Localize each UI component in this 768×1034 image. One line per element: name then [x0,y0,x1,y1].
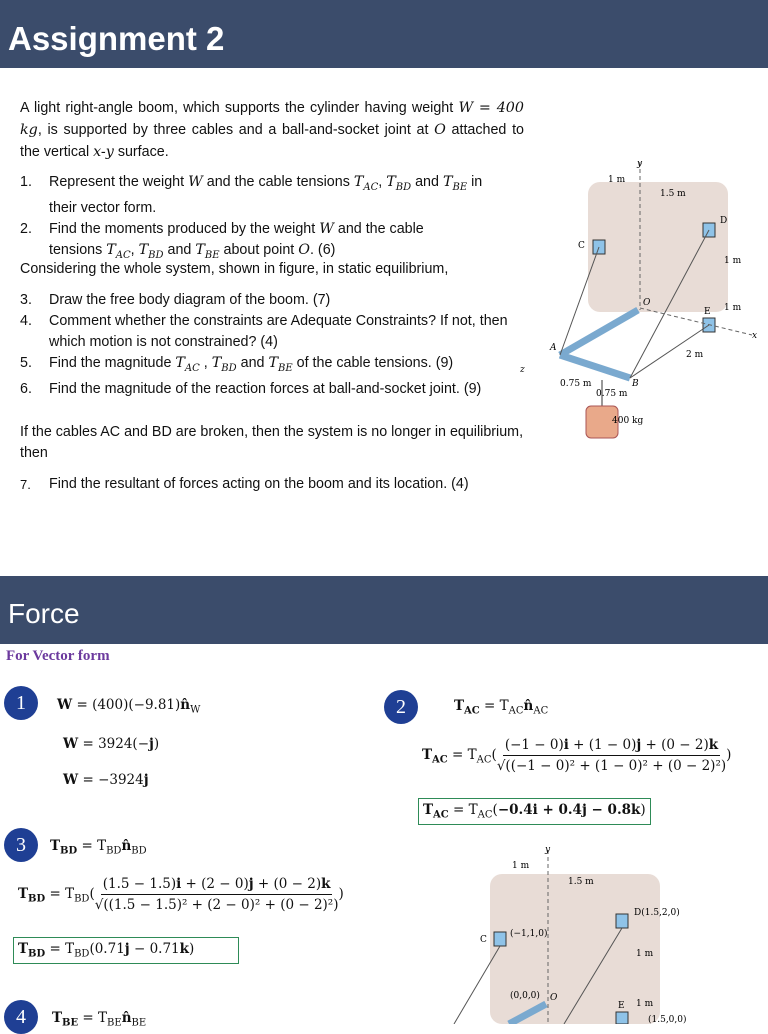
equation: W = −3924j [63,772,149,788]
step-badge: 1 [4,686,38,720]
section-subtitle: For Vector form [6,648,110,664]
svg-text:E: E [618,1001,625,1011]
svg-text:D: D [720,216,728,226]
slide-header [0,576,768,644]
svg-text:y: y [637,159,643,169]
boom-figure [520,150,765,445]
step-badge: 2 [384,690,418,724]
svg-text:0.75 m: 0.75 m [560,379,592,389]
svg-text:x: x [752,331,758,341]
question-list-b [20,290,525,400]
problem-statement: A light right-angle boom, which supports the cylinder having weight W = 400 kg, is supported by three cables and a ball-and-socket joint at O attached to the vertical x-y surface. [20,100,524,160]
svg-text:y: y [545,845,551,855]
question-item: 3. Draw the free body diagram of the boom. (7) [20,292,331,308]
svg-text:1 m: 1 m [724,303,742,313]
svg-text:1 m: 1 m [636,999,654,1009]
svg-text:1 m: 1 m [636,949,654,959]
svg-text:C: C [578,241,585,251]
question-item: 2. Find the moments produced by the weight W and the cable tensions $T_{AC}$, $T_{BD}$ and $T_{BE}$ about point O. (6) [20,220,424,261]
question-list-a [20,172,525,266]
svg-text:D(1.5,2,0): D(1.5,2,0) [634,908,680,918]
slide-header [0,0,768,68]
svg-text:z: z [520,365,525,375]
svg-text:O: O [643,298,651,308]
svg-text:(1.5,0,0): (1.5,0,0) [648,1015,687,1024]
question-item: 5. Find the magnitude $T_{AC}$ , $T_{BD}$ and $T_{BE}$ of the cable tensions. (9) [20,355,454,374]
equation: $T_{AC}$ = $T_{AC}n̂_{AC}$ [454,698,549,717]
question-item: 4. Comment whether the constraints are Adequate Constraints? If not, then which motion is not constrained? (4) [20,313,508,350]
svg-text:(−1,1,0): (−1,1,0) [510,929,548,939]
svg-text:400 kg: 400 kg [612,416,644,426]
svg-text:2 m: 2 m [686,350,704,360]
svg-text:(0,0,0): (0,0,0) [510,991,540,1001]
question-item: 1. Represent the weight W and the cable tensions $T_{AC}$, $T_{BD}$ and $T_{BE}$ in their vector form. [20,174,483,216]
equation: $T_{BD}$ = $T_{BD}n̂_{BD}$ [50,838,147,857]
svg-text:O: O [550,993,558,1003]
svg-text:A: A [550,343,557,353]
svg-text:B: B [632,379,639,389]
svg-text:E: E [704,307,711,317]
slide-title: Assignment 2 [8,20,225,57]
svg-text:C: C [480,935,487,945]
question-list-c [20,474,525,495]
svg-text:1 m: 1 m [608,175,626,185]
svg-text:1 m: 1 m [512,861,530,871]
equation: W = 3924(−j) [63,736,160,752]
svg-text:1.5 m: 1.5 m [660,189,686,199]
coordinate-figure [414,836,704,1024]
consider-note: Considering the whole system, shown in figure, in static equilibrium, [20,261,449,277]
svg-text:0.75 m: 0.75 m [596,389,628,399]
svg-text:1.5 m: 1.5 m [568,877,594,887]
boxed-result: $T_{BD} = T_{BD}(0.71j - 0.71k)$ [13,937,239,964]
equation: $T_{BE}$ = $T_{BE}n̂_{BE}$ [52,1010,147,1029]
step-badge: 4 [4,1000,38,1034]
slide-title: Force [8,598,80,629]
broken-cable-note: If the cables AC and BD are broken, then the system is no longer in equilibrium, then [20,424,524,461]
question-item: 7. Find the resultant of forces acting on the boom and its location. (4) [20,476,469,492]
step-badge: 3 [4,828,38,862]
equation: $T_{AC} = T_{AC}$( $\frac{(-1 - 0)i + (1 - 0)j + (0 - 2)k}{\text{√((−1 − 0)² + (1 − 0)² + (0 − 2)²)}}$ ) [422,737,732,774]
boxed-result: $T_{AC} = T_{AC}(-0.4i + 0.4j - 0.8k)$ [418,798,651,825]
equation: $W = (400)(-9.81)n̂_W$ [57,697,201,716]
question-item: 6. Find the magnitude of the reaction forces at ball-and-socket joint. (9) [20,380,482,397]
equation: $T_{BD} = T_{BD}$( $\frac{(1.5 - 1.5)i + (2 - 0)j + (0 - 2)k}{\text{√((1.5 − 1.5)² + (2 − 0)² + (0 − 2)²)}}$ ) [18,876,344,913]
svg-text:1 m: 1 m [724,256,742,266]
